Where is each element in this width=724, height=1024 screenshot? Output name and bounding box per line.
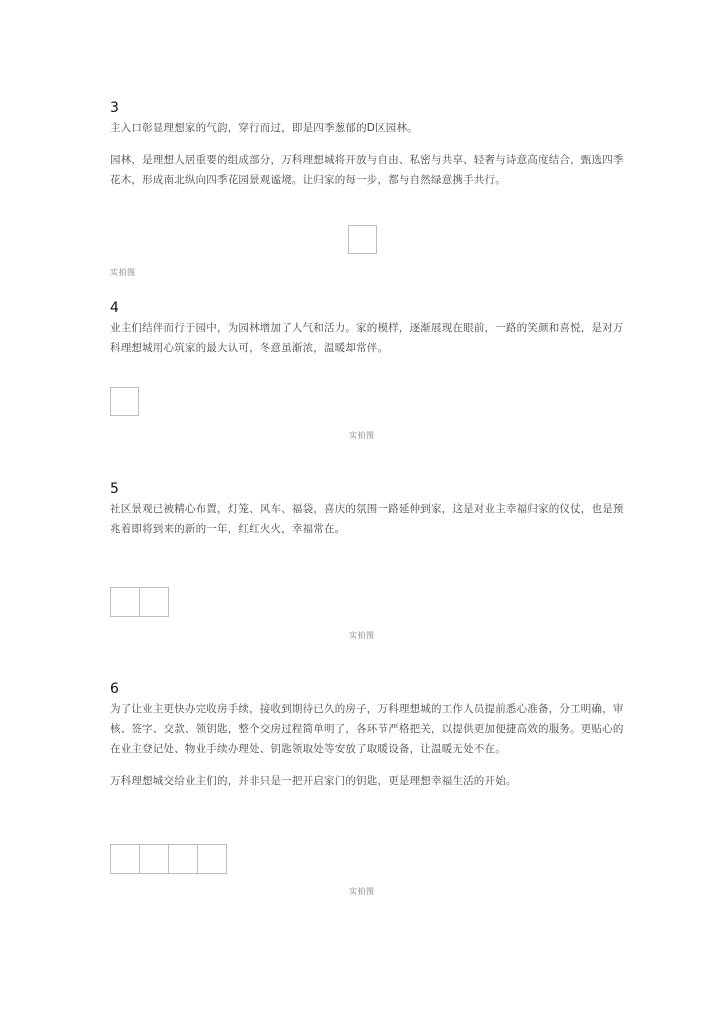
section-3 bbox=[110, 100, 630, 190]
section-5 bbox=[110, 481, 630, 539]
section-number: 3 bbox=[110, 100, 119, 116]
section-number: 6 bbox=[110, 681, 119, 697]
section-paragraph: 园林，是理想人居重要的组成部分，万科理想城将开放与自由、私密与共享、轻奢与诗意高度结合，甄选四季花木，形成南北纵向四季花园景观谧境。让归家的每一步，都与自然绿意携手共行。 bbox=[110, 154, 624, 186]
image-caption: 实拍图 bbox=[349, 631, 375, 640]
image-caption: 实拍图 bbox=[349, 431, 375, 440]
image-placeholder-row bbox=[348, 225, 376, 254]
section-paragraph: 万科理想城交给业主们的，并非只是一把开启家门的钥匙，更是理想幸福生活的开始。 bbox=[110, 775, 517, 787]
image-placeholder bbox=[110, 587, 140, 617]
image-placeholder bbox=[139, 587, 169, 617]
section-paragraph: 业主们结伴而行于园中，为园林增加了人气和活力。家的模样，逐渐展现在眼前，一路的笑颜和喜悦，是对万科理想城用心筑家的最大认可，冬意虽渐浓，温暖却常伴。 bbox=[110, 322, 624, 354]
section-number: 4 bbox=[110, 300, 119, 316]
section-number: 5 bbox=[110, 481, 119, 497]
image-placeholder bbox=[110, 844, 140, 874]
section-paragraph: 社区景观已被精心布置，灯笼、风车、福袋，喜庆的氛围一路延伸到家，这是对业主幸福归家的仪仗，也是预兆着即将到来的新的一年，红红火火，幸福常在。 bbox=[110, 503, 624, 535]
section-6 bbox=[110, 681, 630, 791]
section-paragraph: 为了让业主更快办完收房手续，接收到期待已久的房子，万科理想城的工作人员提前悉心准备，分工明确，审核、签字、交款、领钥匙，整个交房过程简单明了，各环节严格把关，以提供更加便捷高效的服务。更贴心的在业主登记处、物业手续办理处、钥匙领取处等安放了取暖设备，让温暖无处不在。 bbox=[110, 703, 624, 755]
image-placeholder-row bbox=[110, 587, 168, 617]
image-placeholder bbox=[110, 387, 139, 416]
image-placeholder-row bbox=[110, 844, 226, 874]
image-placeholder bbox=[197, 844, 227, 874]
section-paragraph: 主入口彰显理想家的气韵，穿行而过，即是四季葱郁的D区园林。 bbox=[110, 122, 418, 134]
image-placeholder bbox=[139, 844, 169, 874]
section-4 bbox=[110, 300, 630, 358]
image-placeholder bbox=[348, 225, 377, 254]
image-placeholder-row bbox=[110, 387, 138, 416]
image-caption: 实拍图 bbox=[349, 887, 375, 896]
image-placeholder bbox=[168, 844, 198, 874]
image-caption: 实拍图 bbox=[110, 268, 136, 277]
